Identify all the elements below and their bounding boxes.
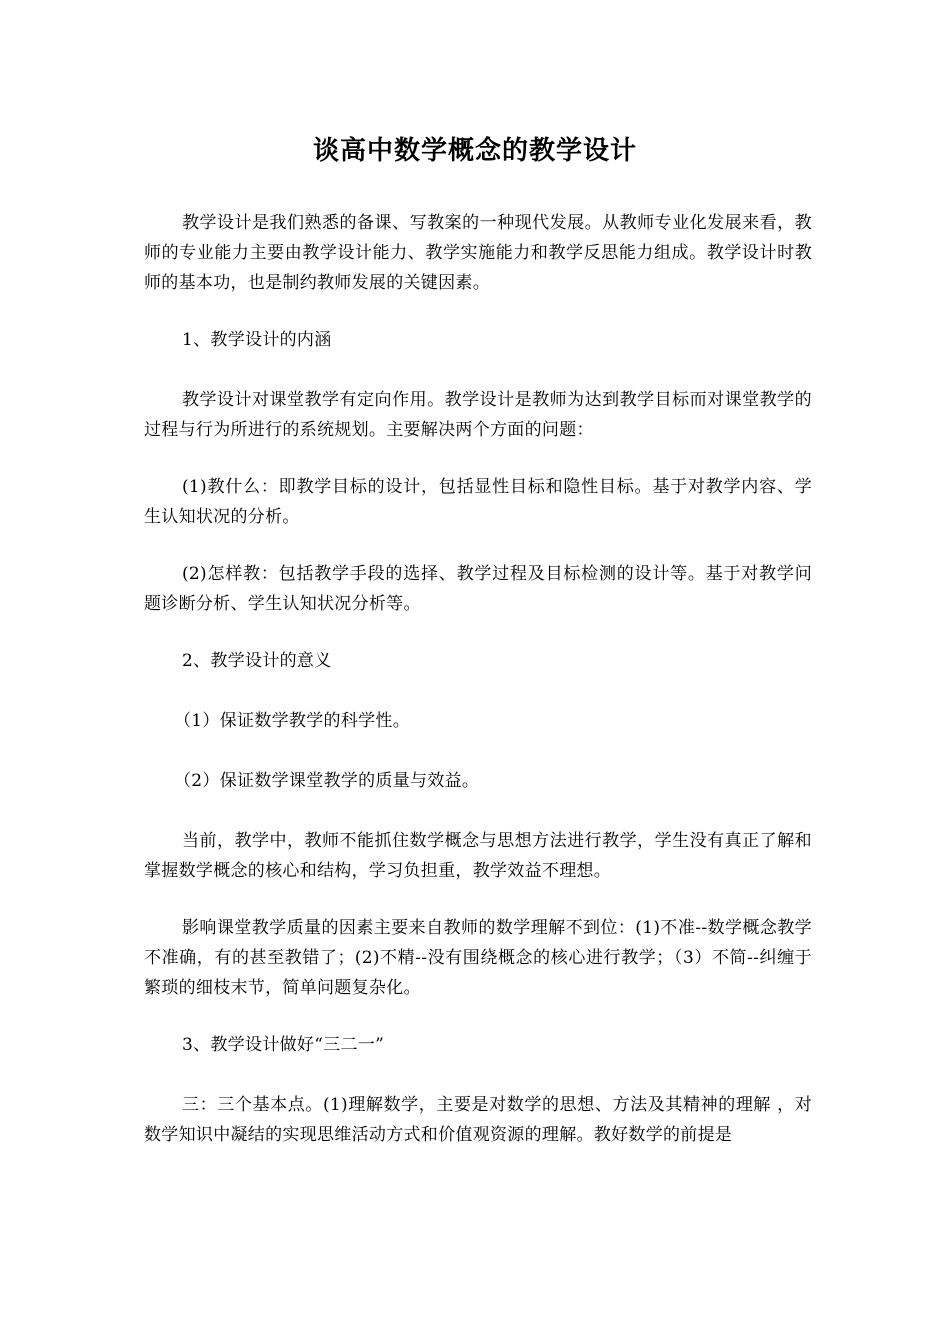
list-item-scientific: （1）保证数学教学的科学性。: [174, 711, 411, 731]
paragraph-intro: 教学设计是我们熟悉的备课、写教案的一种现代发展。从教师专业化发展来看，教师的专业能力主要由教学设计能力、教学实施能力和教学反思能力组成。教学设计时教师的基本功，也是制约教师发展的关键因素。: [144, 213, 812, 293]
document-body: [144, 208, 812, 1177]
section-heading-2: 2、教学设计的意义: [182, 651, 332, 671]
document-title: 谈高中数学概念的教学设计: [312, 136, 637, 166]
section-heading-3: 3、教学设计做好“三二一”: [182, 1035, 385, 1055]
paragraph-what-to-teach: (1)教什么：即教学目标的设计，包括显性目标和隐性目标。基于对教学内容、学生认知状况的分析。: [144, 477, 812, 527]
paragraph-how-to-teach: (2)怎样教：包括教学手段的选择、教学过程及目标检测的设计等。基于对教学问题诊断分析、学生认知状况分析等。: [144, 564, 812, 614]
paragraph-definition: 教学设计对课堂教学有定向作用。教学设计是教师为达到教学目标而对课堂教学的过程与行为所进行的系统规划。主要解决两个方面的问题：: [144, 390, 812, 440]
paragraph-three-points: 三：三个基本点。(1)理解数学，主要是对数学的思想、方法及其精神的理解 ，对数学知识中凝结的实现思维活动方式和价值观资源的理解。教好数学的前提是: [144, 1095, 812, 1145]
section-heading-1: 1、教学设计的内涵: [182, 330, 332, 350]
paragraph-current-state: 当前，教学中，教师不能抓住数学概念与思想方法进行教学，学生没有真正了解和掌握数学概念的核心和结构，学习负担重，教学效益不理想。: [144, 831, 812, 881]
list-item-quality: （2）保证数学课堂教学的质量与效益。: [174, 771, 480, 791]
paragraph-influence-factors: 影响课堂教学质量的因素主要来自教师的数学理解不到位：(1)不准--数学概念教学不准确，有的甚至教错了；(2)不精--没有围绕概念的核心进行教学；（3）不简--纠缠于繁琐的细枝末节，简单问题复杂化。: [144, 918, 812, 998]
